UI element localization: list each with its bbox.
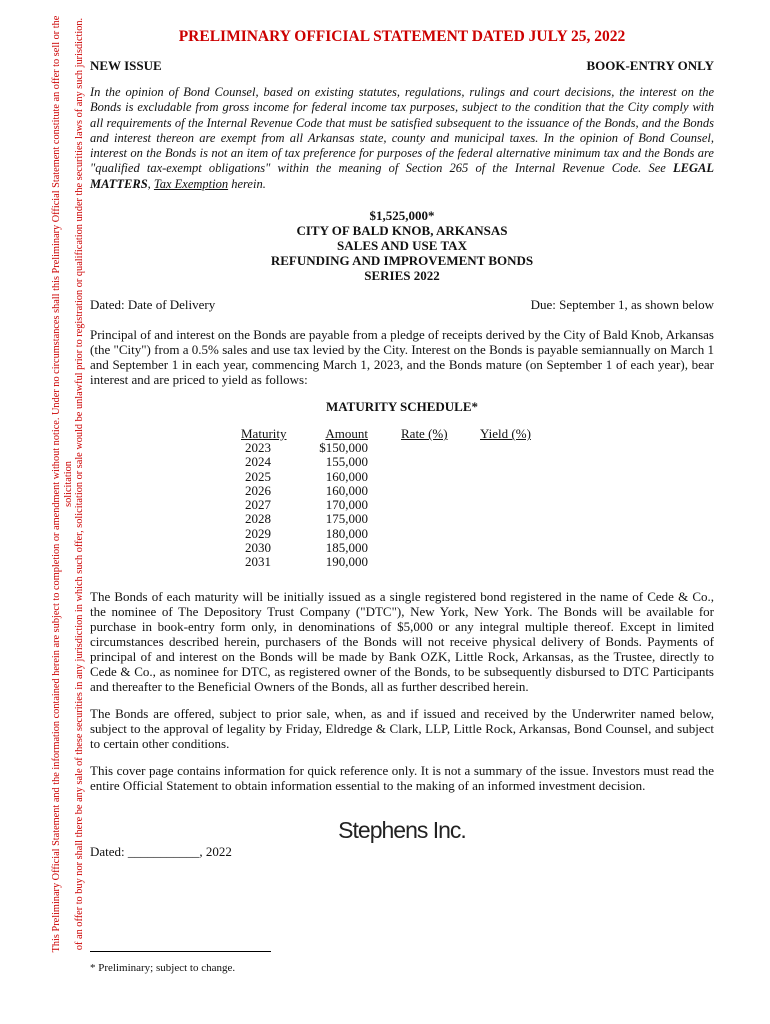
rate-column (401, 427, 448, 441)
maturity-cell: 2023 (245, 440, 271, 456)
side-notice-line-2: of an offer to buy nor shall there be any sale of these securities in any jurisdiction in which such offer, solicitation or sale would be unlawful prior to registration or qualification under the securities laws of any such jurisdiction. (74, 17, 85, 951)
offering-paragraph: The Bonds are offered, subject to prior sale, when, as and if issued and received by the Underwriter named below, subject to the approval of legality by Friday, Eldredge & Clark, LLP, Little Rock, Arkansas, Bond Counsel, and subject to certain other conditions. (90, 706, 714, 752)
amount-cell: 180,000 (325, 525, 368, 541)
amount-cell: 190,000 (325, 553, 368, 569)
new-issue-label: NEW ISSUE (90, 58, 162, 73)
bond-title-line-3: SALES AND USE TAX (337, 238, 467, 254)
book-entry-paragraph: The Bonds of each maturity will be initially issued as a single registered bond registered in the name of Cede & Co., the nominee of The Depository Trust Company ("DTC"), New York, New York. The Bonds will be available for purchase in book-entry form only, in denominations of $5,000 or any integral multiple thereof. Except in limited circumstances described herein, purchasers of the Bonds will not receive physical delivery of Bonds. Payments of principal of and interest on the Bonds will be made by Bank OZK, Little Rock, Arkansas, as the Trustee, directly to Cede & Co., as nominee for DTC, as registered owner of the Bonds, to be subsequently disbursed to DTC Participants and thereafter to the Beneficial Owners of the Bonds, all as further described herein. (90, 589, 714, 695)
bond-title-line-4: REFUNDING AND IMPROVEMENT BONDS (270, 253, 534, 269)
maturity-cell: 2030 (245, 539, 271, 555)
underwriter-logo: Stephens Inc. (338, 817, 466, 844)
tax-exemption-link[interactable]: Tax Exemption (153, 176, 229, 191)
amount-cell: 160,000 (325, 468, 368, 484)
bond-title-block (90, 208, 714, 283)
maturity-header: Maturity (241, 426, 287, 442)
tax-opinion (90, 85, 714, 192)
due-label: Due: September 1, as shown below (530, 297, 714, 313)
maturity-cell: 2031 (245, 553, 271, 569)
maturity-schedule-title: MATURITY SCHEDULE* (325, 399, 479, 415)
maturity-cell: 2028 (245, 511, 271, 527)
footnote: * Preliminary; subject to change. (90, 962, 236, 974)
book-entry-label: BOOK-ENTRY ONLY (586, 58, 714, 73)
amount-cell: 160,000 (325, 482, 368, 498)
amount-cell: 155,000 (325, 454, 368, 470)
bond-issuer: CITY OF BALD KNOB, ARKANSAS (296, 223, 508, 239)
intro-paragraph: Principal of and interest on the Bonds are payable from a pledge of receipts derived by the City of Bald Knob, Arkansas (the "City") from a 0.5% sales and use tax levied by the City. Interest on the Bonds is payable semiannually on March 1 and September 1 in each year, commencing March 1, 2023, and the Bonds mature (on September 1 of each year), bear interest and are priced to yield as follows: (90, 327, 714, 388)
issue-type-row (90, 58, 714, 74)
dated-blank-line: Dated: ___________, 2022 (90, 844, 232, 859)
amount-cell: 185,000 (325, 539, 368, 555)
maturity-cell: 2024 (245, 454, 271, 470)
tax-opinion-sep: , (147, 176, 154, 191)
maturity-cell: 2027 (245, 497, 271, 513)
side-notice (51, 14, 85, 954)
bond-amount: $1,525,000* (369, 208, 435, 224)
maturity-cell: 2025 (245, 468, 271, 484)
side-notice-text (51, 14, 86, 954)
side-notice-line-1: This Preliminary Official Statement and the information contained herein are subject to completion or amendment without notice. Under no circumstances shall this Preliminary Official Statement constitute an offer to sell or the solicitation (51, 15, 74, 953)
amount-cell: 175,000 (325, 511, 368, 527)
yield-header: Yield (%) (480, 426, 531, 442)
maturity-cell: 2029 (245, 525, 271, 541)
preliminary-title: PRELIMINARY OFFICIAL STATEMENT DATED JULY 25, 2022 (178, 28, 626, 45)
amount-cell: $150,000 (319, 440, 368, 456)
amount-cell: 170,000 (325, 497, 368, 513)
amount-column (312, 427, 368, 569)
maturity-column (241, 427, 289, 569)
cover-page-notice-paragraph: This cover page contains information for quick reference only. It is not a summary of the issue. Investors must read the entire Official Statement to obtain information essential to the making of an informed investment decision. (90, 763, 714, 794)
rate-header: Rate (%) (401, 426, 448, 442)
yield-column (480, 427, 531, 441)
amount-header: Amount (325, 426, 368, 442)
footnote-divider (90, 951, 271, 952)
tax-opinion-end: herein. (228, 176, 266, 191)
cover-page (90, 28, 714, 844)
dates-row (90, 297, 714, 313)
bond-series: SERIES 2022 (364, 268, 440, 284)
tax-opinion-text: In the opinion of Bond Counsel, based on existing statutes, regulations, rulings and court decisions, the interest on the Bonds is excludable from gross income for federal income tax purposes, subject to the condition that the City comply with all requirements of the Internal Revenue Code that must be satisfied subsequent to the issuance of the Bonds, and the Bonds and interest thereon are exempt from all Arkansas state, county and municipal taxes. In the opinion of Bond Counsel, interest on the Bonds is not an item of tax preference for purposes of the federal alternative minimum tax and the Bonds are "qualified tax-exempt obligations" within the meaning of Section 265 of the Internal Revenue Code. See (90, 85, 714, 176)
maturity-cell: 2026 (245, 482, 271, 498)
legal-matters-ref: LEGAL MATTERS (90, 161, 714, 191)
maturity-schedule-table (90, 427, 714, 575)
dated-label: Dated: Date of Delivery (90, 297, 216, 313)
